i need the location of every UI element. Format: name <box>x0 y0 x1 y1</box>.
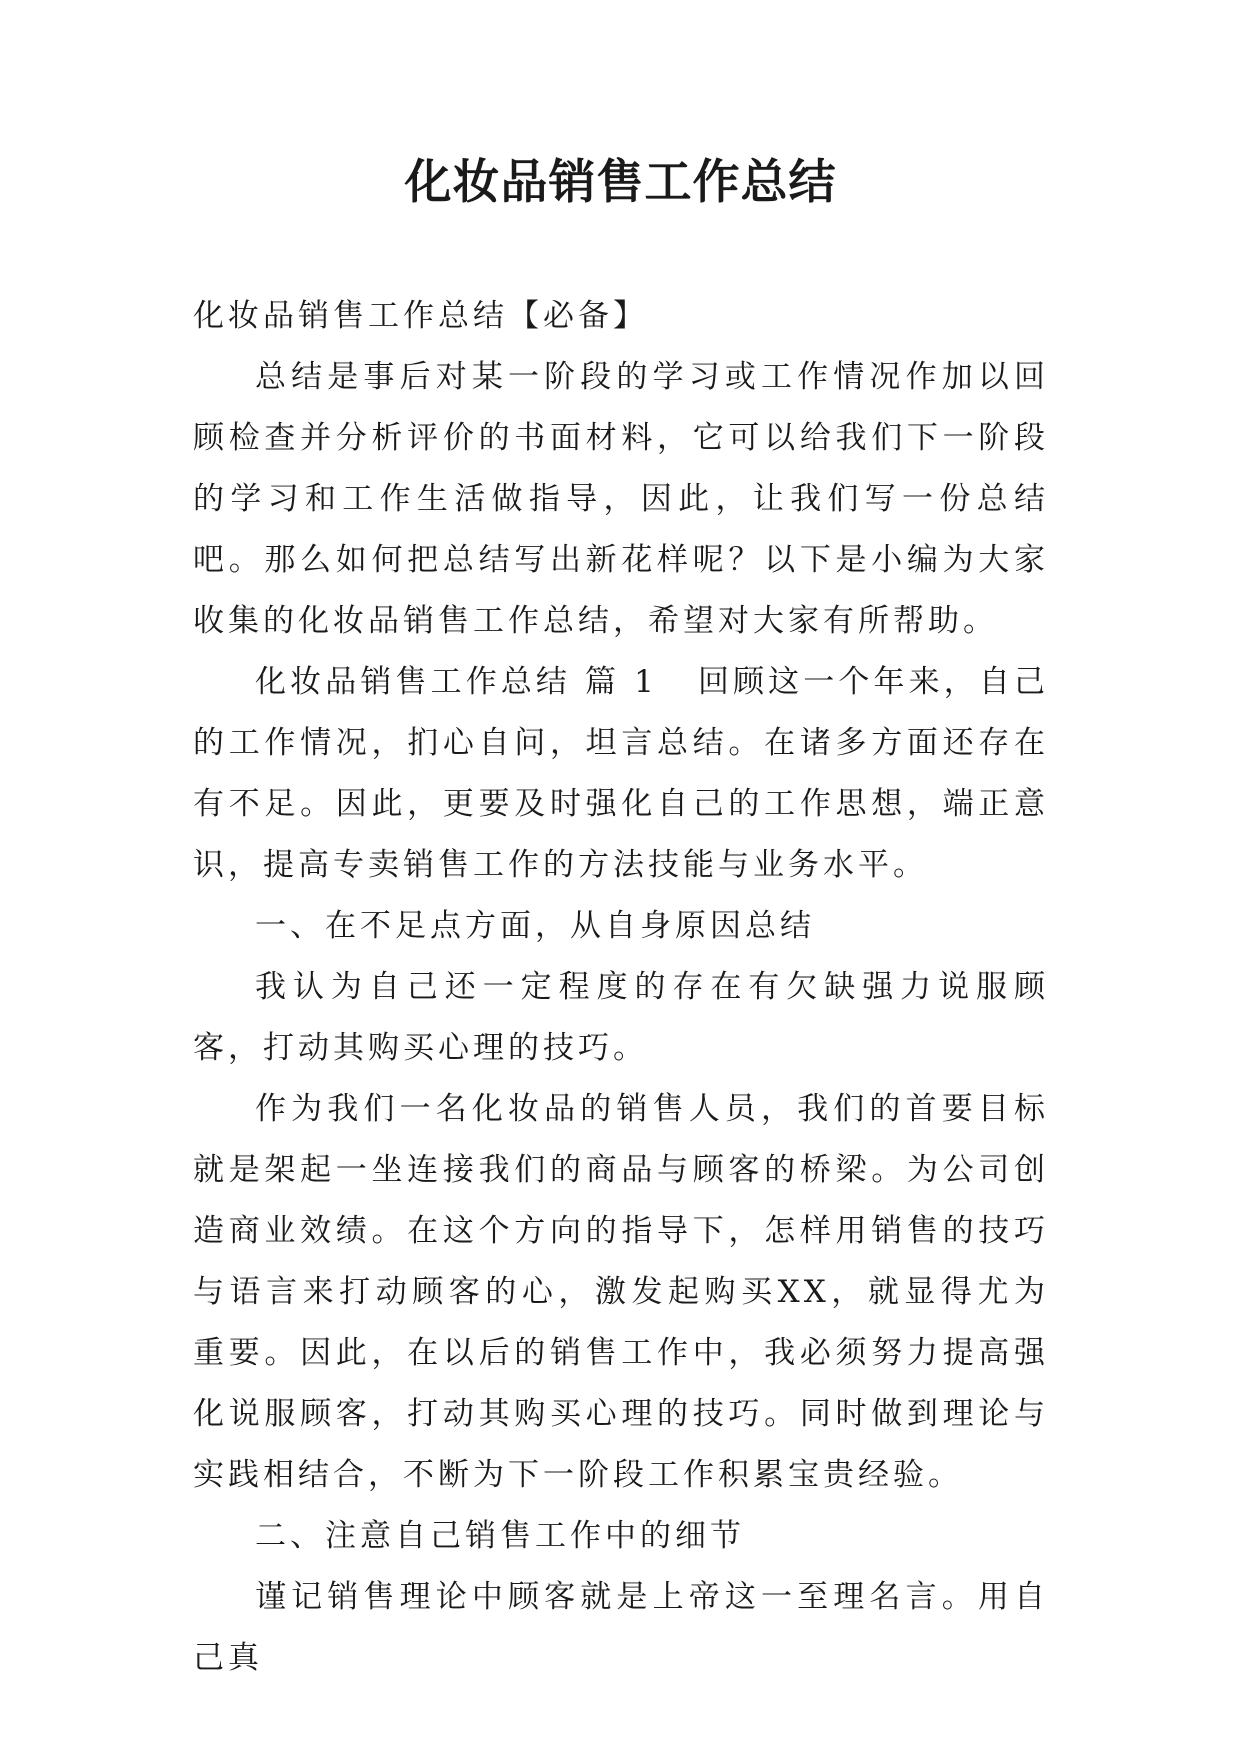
paragraph-1: 我认为自己还一定程度的存在有欠缺强力说服顾客，打动其购买心理的技巧。 <box>193 969 1049 1066</box>
section-intro: 回顾这一个年来，自己的工作情况，扪心自问，坦言总结。在诸多方面还存在有不足。因此，更要及时强化自己的工作思想，端正意识，提高专卖销售工作的方法技能与业务水平。 <box>193 664 1049 883</box>
section-paragraph <box>193 652 1049 896</box>
document-body <box>193 286 1049 1689</box>
section-label: 化妆品销售工作总结 篇 1 <box>255 664 658 700</box>
document-heading: 化妆品销售工作总结【必备】 <box>193 298 648 334</box>
paragraph-3: 谨记销售理论中顾客就是上帝这一至理名言。用自己真 <box>193 1579 1049 1676</box>
paragraph-2: 作为我们一名化妆品的销售人员，我们的首要目标就是架起一坐连接我们的商品与顾客的桥梁。为公司创造商业效绩。在这个方向的指导下，怎样用销售的技巧与语言来打动顾客的心，激发起购买XX，就显得尤为重要。因此，在以后的销售工作中，我必须努力提高强化说服顾客，打动其购买心理的技巧。同时做到理论与实践相结合，不断为下一阶段工作积累宝贵经验。 <box>193 1091 1049 1493</box>
intro-paragraph: 总结是事后对某一阶段的学习或工作情况作加以回顾检查并分析评价的书面材料，它可以给我们下一阶段的学习和工作生活做指导，因此，让我们写一份总结吧。那么如何把总结写出新花样呢？以下是小编为大家收集的化妆品销售工作总结，希望对大家有所帮助。 <box>193 359 1049 639</box>
heading-1: 一、在不足点方面，从自身原因总结 <box>255 908 815 944</box>
document-title: 化妆品销售工作总结 <box>404 155 837 210</box>
heading-2: 二、注意自己销售工作中的细节 <box>255 1518 745 1554</box>
